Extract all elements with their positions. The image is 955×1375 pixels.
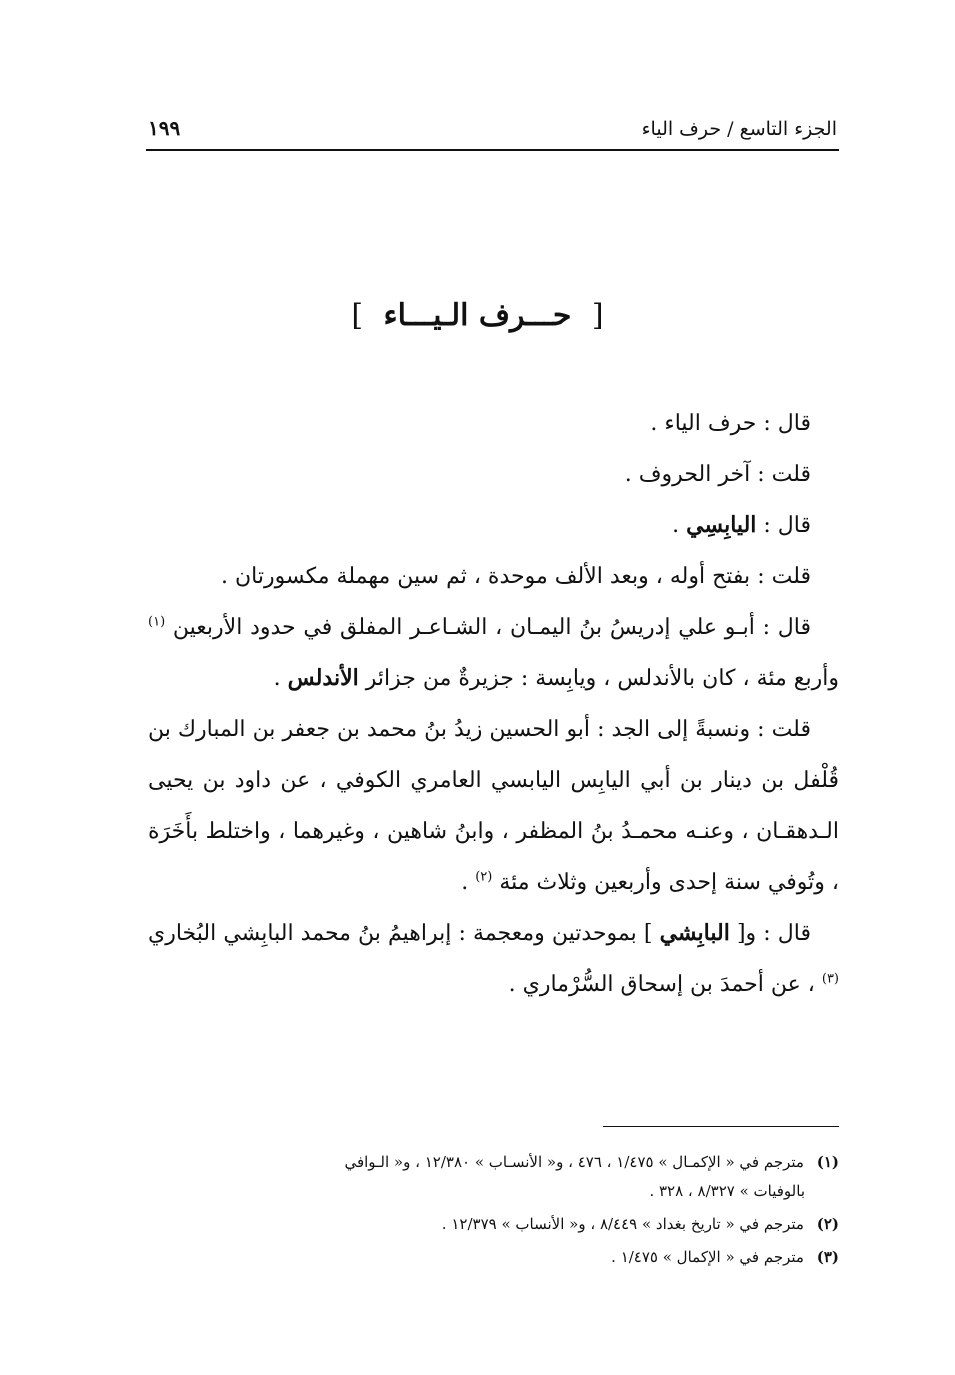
- paragraph-text: .: [273, 666, 281, 691]
- speaker-label: قلت :: [757, 462, 811, 487]
- page-number: ١٩٩: [148, 116, 181, 140]
- paragraph-text: .: [672, 513, 680, 538]
- paragraph-2: [148, 449, 839, 500]
- running-head: الجزء التاسع / حرف الياء: [641, 118, 837, 140]
- speaker-label: قال :: [762, 615, 811, 640]
- speaker-label: قلت :: [757, 717, 811, 742]
- footnote-2: [148, 1210, 839, 1239]
- paragraph-text: ] بموحدتين ومعجمة : إبراهيمُ بنُ محمد البابِشي البُخاري: [148, 921, 653, 946]
- title-close-bracket: ]: [351, 298, 364, 333]
- footnote-3: [148, 1243, 839, 1272]
- headword: البابِشي: [659, 920, 730, 946]
- footnotes: [148, 1148, 839, 1276]
- paragraph-5: [148, 602, 839, 704]
- paragraph-text: ، عن أحمدَ بن إسحاق السُّرْماري .: [508, 972, 815, 997]
- paragraph-text: أبـو علي إدريسُ بنُ اليمـان ، الشـاعـر المفلق في حدود الأربعين: [172, 615, 755, 640]
- footnote-1: [148, 1148, 839, 1206]
- footnote-ref-2[interactable]: (٢): [475, 869, 493, 885]
- footnote-rule: [603, 1126, 839, 1127]
- speaker-label: قال :: [763, 513, 811, 538]
- footnote-text-continued: بالوفيات » ٨/٣٢٧ ، ٣٢٨ .: [649, 1182, 805, 1200]
- paragraph-text: حرف الياء .: [650, 411, 757, 436]
- title-open-bracket: [: [591, 298, 604, 333]
- chapter-title-text: حـــرف الـيـــاء: [383, 298, 572, 333]
- paragraph-3: [148, 500, 839, 551]
- header-rule: [146, 149, 839, 151]
- paragraph-6: [148, 704, 839, 908]
- footnote-text: مترجم في « الإكمـال » ١/٤٧٥ ، ٤٧٦ ، و« الأنسـاب » ١٢/٣٨٠ ، و« الـوافي: [344, 1153, 804, 1171]
- footnote-number: (١): [816, 1153, 839, 1171]
- paragraph-text: ونسبةً إلى الجد : أبو الحسين زيدُ بنُ محمد بن جعفر بن المبارك بن قُلْفل بن دينار بن أبي اليابِس اليابسي العامري الكوفي ، عن داود بن يحيى الـدهقـان ، وعنـه محمـدُ بنُ المظفر ، وابنُ شاهين ، وغيرهما ، واختلط بأَخَرَة ، وتُوفي سنة إحدى وأربعين وثلاث مئة: [148, 717, 839, 895]
- paragraph-text: .: [461, 870, 469, 895]
- paragraph-4: [148, 551, 839, 602]
- speaker-label: قال :: [763, 411, 811, 436]
- body-text: [148, 398, 839, 1010]
- footnote-ref-1[interactable]: (١): [148, 614, 166, 630]
- bold-term: الأندلس: [287, 665, 359, 691]
- paragraph-text: آخر الحروف .: [624, 462, 751, 487]
- page-header: [148, 100, 837, 140]
- footnote-number: (٣): [816, 1248, 839, 1266]
- chapter-title: [0, 298, 955, 333]
- speaker-label: قال :: [763, 921, 812, 946]
- paragraph-text: و[: [736, 921, 757, 946]
- speaker-label: قلت :: [757, 564, 811, 589]
- paragraph-1: [148, 398, 839, 449]
- footnote-ref-3[interactable]: (٣): [821, 971, 839, 987]
- paragraph-7: [148, 908, 839, 1010]
- headword: اليابِسِي: [686, 512, 757, 538]
- footnote-number: (٢): [816, 1215, 839, 1233]
- paragraph-text: وأربع مئة ، كان بالأندلس ، ويابِسة : جزيرةٌ من جزائر: [365, 666, 839, 691]
- footnote-text: مترجم في « تاريخ بغداد » ٨/٤٤٩ ، و« الأنساب » ١٢/٣٧٩ .: [441, 1215, 804, 1233]
- footnote-text: مترجم في « الإكمال » ١/٤٧٥ .: [611, 1248, 804, 1266]
- paragraph-text: بفتح أوله ، وبعد الألف موحدة ، ثم سين مهملة مكسورتان .: [221, 564, 751, 589]
